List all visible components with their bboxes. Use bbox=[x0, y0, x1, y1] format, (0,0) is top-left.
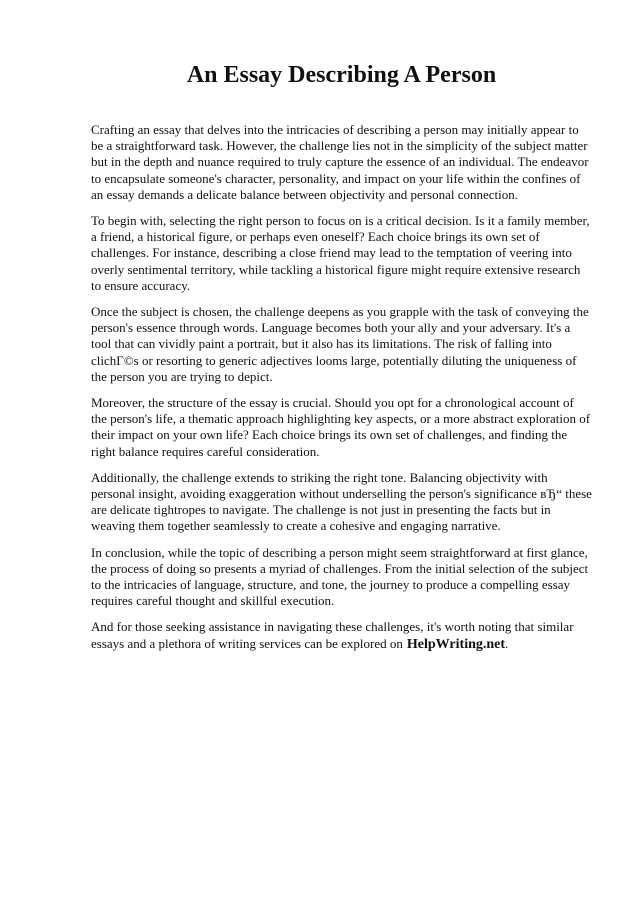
paragraph-4: Moreover, the structure of the essay is crucial. Should you opt for a chronological account of the person's life, a thematic approach highlighting key aspects, or a more abstract exploration of their impact on your own life? Each choice brings its own set of challenges, and finding the right balance requires careful consideration. bbox=[91, 395, 591, 459]
closing-text: And for those seeking assistance in navigating these challenges, it's worth noting that similar essays and a plethora of writing services can be explored on bbox=[91, 619, 574, 651]
closing-paragraph bbox=[91, 619, 592, 652]
closing-punctuation: . bbox=[505, 635, 509, 651]
paragraph-6: In conclusion, while the topic of describing a person might seem straightforward at first glance, the process of doing so presents a myriad of challenges. From the initial selection of the subject to the intricacies of language, structure, and tone, the journey to produce a compelling essay requires careful thought and skillful execution. bbox=[91, 544, 589, 609]
paragraph-5: Additionally, the challenge extends to striking the right tone. Balancing objectivity with personal insight, avoiding exaggeration without underselling the person's significance вЂ“ these are delicate tightropes to navigate. The challenge is not just in presenting the facts but in weaving them together seamlessly to create a cohesive and engaging narrative. bbox=[91, 469, 592, 534]
helpwriting-link[interactable]: HelpWriting.net bbox=[406, 636, 506, 652]
paragraph-1: Crafting an essay that delves into the intricacies of describing a person may initially appear to be a straightforward task. However, the challenge lies not in the simplicity of the subject matter but in the depth and nuance required to truly capture the essence of an individual. The endeavor to encapsulate someone's character, personality, and impact on your life within the confines of an essay demands a delicate balance between objectivity and personal connection. bbox=[91, 122, 589, 202]
paragraph-2: To begin with, selecting the right person to focus on is a critical decision. Is it a family member, a friend, a historical figure, or perhaps even oneself? Each choice brings its own set of challenges. For instance, describing a close friend may lead to the temptation of veering into overly sentimental territory, while tackling a historical figure might require extensive research to ensure accuracy. bbox=[91, 213, 590, 293]
document-body bbox=[91, 122, 592, 653]
document-title: An Essay Describing A Person bbox=[186, 62, 497, 88]
paragraph-3: Once the subject is chosen, the challenge deepens as you grapple with the task of conveying the person's essence through words. Language becomes both your ally and your adversary. It's a tool that can vividly paint a portrait, but it also has its limitations. The risk of falling into clichГ©s or resorting to generic adjectives looms large, potentially diluting the uniqueness of the person you are trying to depict. bbox=[91, 304, 589, 384]
